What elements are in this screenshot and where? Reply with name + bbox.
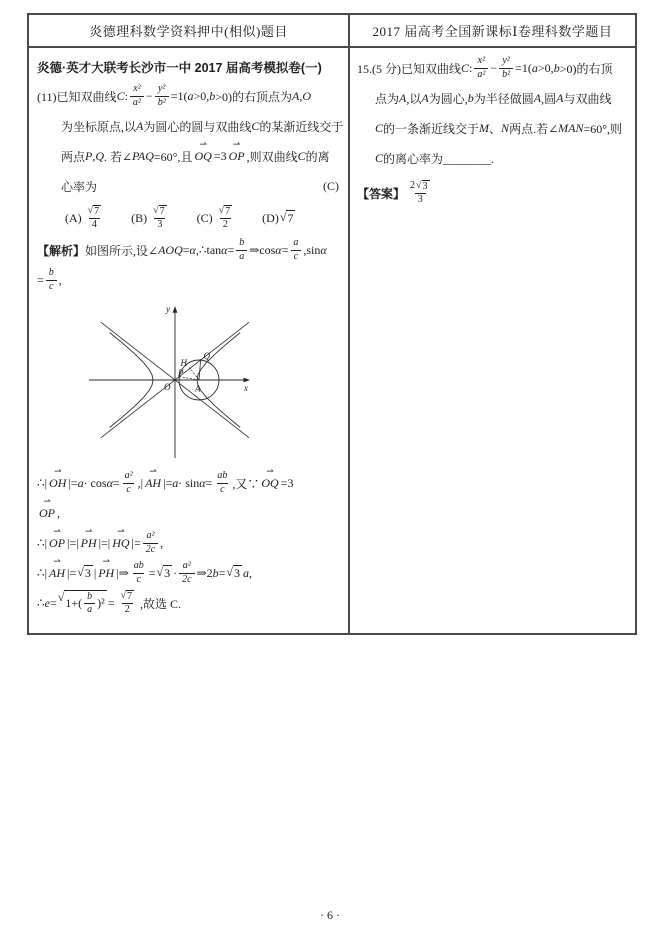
text-line: 【答案】 2 √ 3 3 (357, 179, 428, 205)
header-cell-right: 2017 届高考全国新课标Ⅰ卷理科数学题目 (372, 24, 613, 39)
page-number: · 6 · (320, 908, 340, 922)
text-line: = $\frac{b}{c}$ , (37, 267, 62, 292)
label-x: x (244, 383, 248, 393)
comparison-table (27, 13, 637, 635)
exam-title: 炎德·英才大联考长沙市一中 2017 届高考模拟卷(一) (37, 61, 322, 75)
solution-text-block (37, 468, 342, 618)
text-line: 【解析】 如图所示,设∠ AOQ = α ,∴tan α = $\frac{b}{a}$ ⇒cos α = $\frac{a}{c}$ ,sin α (37, 237, 327, 262)
problem-text-block (37, 81, 342, 295)
problem-cell-left (29, 48, 350, 633)
text-line: ∴| AH ⇀ |= √ 3 | PH ⇀ |⇒ $\frac{ab}{c}$ = √ 3 · $\frac{\text{a²}}{2c}$ ⇒2 b = √ 3 a , (37, 558, 342, 588)
text-line: 心率为 (C) (37, 171, 342, 201)
hyperbola-figure (87, 298, 257, 466)
table-body-row (29, 48, 635, 633)
label-Q: Q (203, 351, 210, 361)
answer-mark: (C) (323, 178, 339, 193)
text-line: 15.(5 分)已知双曲线 C : $\frac{\text{x²}}{\text{a²}}$ − $\frac{\text{y²}}{\text{b²}}$ =1( a >0, b >0)的右顶 (357, 55, 613, 80)
problem-cell-right (350, 48, 635, 633)
text-line: OP ⇀ , (37, 498, 342, 528)
text-line: (11)已知双曲线 C : $\frac{\text{x²}}{\text{a²}}$ − $\frac{\text{y²}}{\text{b²}}$ =1( a >0, b >0)的右顶点为 A , O (37, 83, 312, 108)
text-line: ∴ e = √ 1+( $\frac{b}{a}$ )² = √ 7 2 ,故选 C. (37, 589, 181, 615)
label-H: H (180, 358, 187, 368)
text-line: ∴| OH ⇀ |= a · cos α = $\frac{\text{a²}}{c}$ ,| AH ⇀ |= a · sin α = $\frac{ab}{c}$ ,又∵ OQ ⇀ =3 (37, 468, 342, 498)
text-line: (A) √ 7 4 (B) √ 7 3 (C) √ 7 2 (D) √ 7 (65, 204, 294, 230)
label-O: O (164, 382, 171, 392)
label-y: y (166, 304, 170, 314)
label-P: P (178, 368, 184, 378)
text-line: 点为 A ,以 A 为圆心, b 为半径做圆 A ,圆 A 与双曲线 (375, 90, 612, 106)
x-axis-arrow-icon (244, 378, 251, 383)
text-line: 两点 P , Q . 若∠ PAQ =60°,且 OQ ⇀ =3 OP ⇀ ,则双曲线 C 的离 (37, 141, 342, 171)
label-A: A (195, 383, 201, 394)
text-line: C 的离心率为________. (375, 150, 495, 166)
point-H (189, 367, 191, 369)
problem-text-block-right (357, 53, 631, 213)
y-axis-arrow-icon (173, 306, 178, 313)
point-Q (200, 359, 202, 361)
text-line: 为坐标原点,以 A 为圆心的圆与双曲线 C 的某渐近线交于 (61, 118, 344, 134)
header-cell-left: 炎德理科数学资料押中(相似)题目 (29, 15, 350, 46)
text-line: C 的一条渐近线交于 M 、 N 两点.若∠ MAN =60°,则 (375, 120, 623, 136)
table-header-row (29, 15, 635, 48)
text-line: ∴| OP ⇀ |=| PH ⇀ |=| HQ ⇀ |= $\frac{\text{a²}}{2c}$ , (37, 528, 342, 558)
